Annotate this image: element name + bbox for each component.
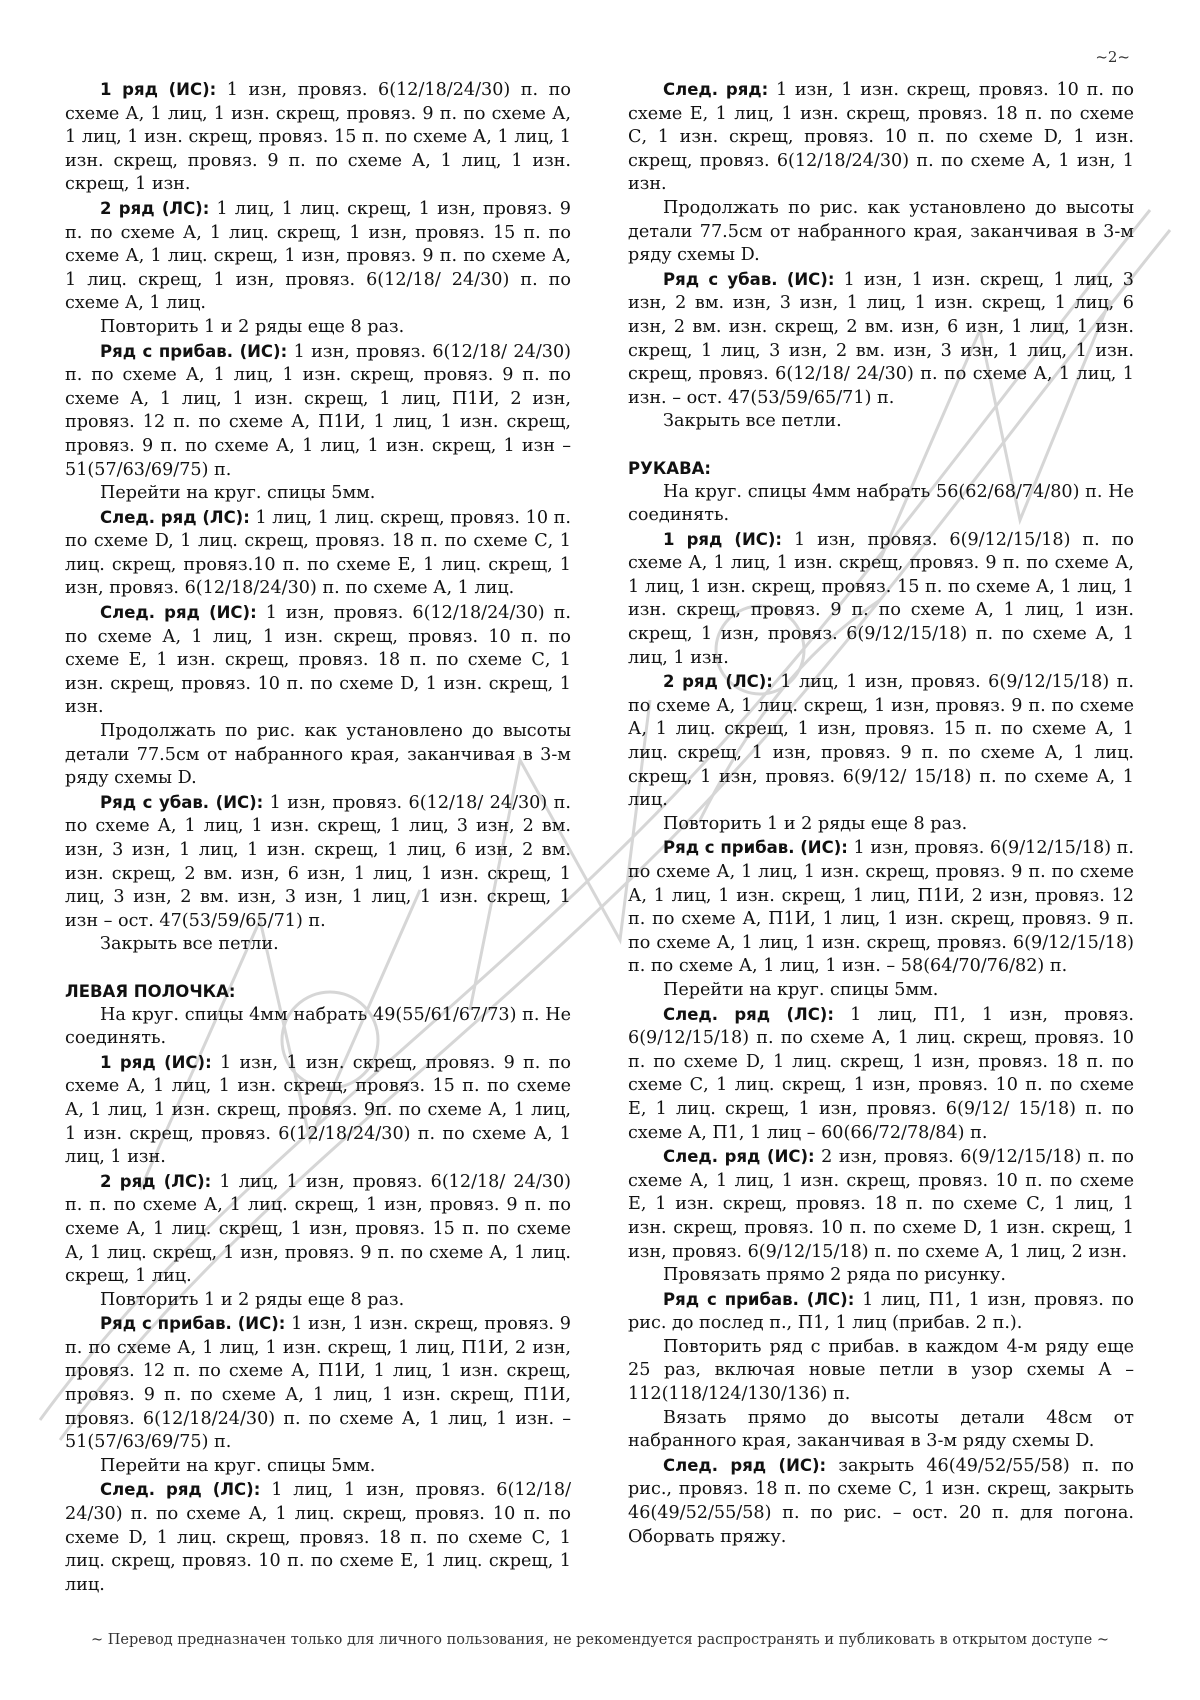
paragraph <box>65 1170 571 1289</box>
paragraph-text: Перейти на круг. спицы 5мм. <box>663 979 939 1000</box>
row-label: 1 ряд (ИС): <box>100 80 217 99</box>
row-label: Ряд с прибав. (ИС): <box>663 838 848 858</box>
paragraph-text: 1 изн, 1 изн. скрещ, провяз. 10 п. по схеме Е, 1 лиц, 1 изн. скрещ, провяз. 18 п. по схеме С, 1 изн. скрещ, провяз. 10 п. по схеме D, 1 изн. скрещ, провяз. 6(12/18/24/30) п. по схеме А, 1 изн, 1 изн. <box>628 80 1134 195</box>
paragraph <box>65 1289 571 1313</box>
paragraph-text: 1 изн, провяз. 6(12/18/24/30) п. по схеме А, 1 лиц, 1 изн. скрещ, провяз. 10 п. по схеме Е, 1 изн. скрещ, провяз. 18 п. по схеме С, 1 изн. скрещ, провяз. 10 п. по схеме D, 1 изн. скрещ, 1 изн. <box>65 603 571 718</box>
paragraph-text: 1 лиц, 1 изн, провяз. 6(12/18/ 24/30) п. по схеме А, 1 лиц. скрещ, провяз. 10 п. по схеме D, 1 лиц. скрещ, провяз. 18 п. по схеме С, 1 лиц. скрещ, провяз. 10 п. по схеме Е, 1 лиц. скрещ, 1 лиц. <box>65 1480 571 1595</box>
paragraph <box>65 1004 571 1051</box>
paragraph <box>65 1051 571 1170</box>
paragraph-text: На круг. спицы 4мм набрать 49(55/61/67/73) п. Не соединять. <box>65 1004 571 1049</box>
row-label: 2 ряд (ЛС): <box>100 1171 212 1191</box>
paragraph <box>65 1478 571 1597</box>
row-label: След. ряд (ИС): <box>663 1147 815 1167</box>
paragraph <box>628 813 1134 837</box>
row-label: Ряд с убав. (ИС): <box>663 269 835 289</box>
row-label: След. ряд (ЛС): <box>100 507 250 527</box>
paragraph <box>628 670 1134 813</box>
section-heading: ЛЕВАЯ ПОЛОЧКА: <box>65 981 236 1001</box>
paragraph-text: 1 лиц, 1 лиц. скрещ, 1 изн, провяз. 9 п. по схеме А, 1 лиц. скрещ, 1 изн, провяз. 15 п. по схеме А, 1 лиц. скрещ, 1 изн, провяз. 9 п. по схеме А, 1 лиц. скрещ, 1 изн, провяз. 6(12/18/ 24/30) п. по схеме А, 1 лиц. <box>65 198 571 314</box>
paragraph-text: 1 лиц, П1, 1 изн, провяз. по рис. до послед п., П1, 1 лиц (прибав. 2 п.). <box>628 1289 1134 1334</box>
paragraph-text: Повторить 1 и 2 ряды еще 8 раз. <box>663 813 968 834</box>
paragraph <box>65 791 571 934</box>
paragraph-text: Повторить 1 и 2 ряды еще 8 раз. <box>100 316 405 337</box>
page-number: ~2~ <box>1095 48 1130 66</box>
paragraph <box>628 1454 1134 1549</box>
paragraph-text: Закрыть все петли. <box>100 934 279 955</box>
row-label: След. ряд (ИС): <box>663 1455 827 1475</box>
paragraph-text: 1 лиц, 1 изн, провяз. 6(12/18/ 24/30) п. п. по схеме А, 1 лиц. скрещ, 1 изн, провяз. 9 п. по схеме А, 1 лиц. скрещ, 1 изн, провяз. 15 п. по схеме А, 1 лиц. скрещ, 1 изн, провяз. 9 п. по схеме А, 1 лиц. скрещ, 1 лиц. <box>65 1171 571 1287</box>
row-label: 1 ряд (ИС): <box>663 529 783 549</box>
row-label: 2 ряд (ЛС): <box>100 198 210 218</box>
paragraph-text: 1 изн, 1 изн. скрещ, провяз. 9 п. по схеме А, 1 лиц, 1 изн. скрещ, 1 лиц, П1И, 2 изн, провяз. 12 п. по схеме А, П1И, 1 лиц, 1 изн. скрещ, провяз. 9 п. по схеме А, 1 лиц, 1 изн. скрещ, П1И, провяз. 6(12/18/24/30) п. по схеме А, 1 лиц, 1 изн. – 51(57/63/69/75) п. <box>65 1314 571 1453</box>
paragraph-text: Провязать прямо 2 ряда по рисунку. <box>663 1265 1006 1286</box>
row-label: След. ряд: <box>663 80 769 99</box>
paragraph-text: 1 изн, 1 изн. скрещ, 1 лиц, 3 изн, 2 вм. изн, 3 изн, 1 лиц, 1 изн. скрещ, 1 лиц, 6 изн, 2 вм. изн. скрещ, 2 вм. изн, 6 изн, 1 лиц, 1 изн. скрещ, 1 лиц, 3 изн, 2 вм. изн, 3 изн, 1 лиц, 1 изн. скрещ, провяз. 6(12/18/ 24/30) п. по схеме А, 1 лиц, 1 изн. – ост. 47(53/59/65/71) п. <box>628 269 1134 408</box>
paragraph <box>65 482 571 506</box>
paragraph <box>628 528 1134 671</box>
paragraph-text: Перейти на круг. спицы 5мм. <box>100 483 376 504</box>
row-label: След. ряд (ЛС): <box>100 1480 261 1500</box>
paragraph-text: Продолжать по рис. как установлено до высоты детали 77.5см от набранного края, заканчивая в 3-м ряду схемы D. <box>65 721 571 789</box>
section-heading: РУКАВА: <box>628 458 712 478</box>
paragraph-text: 1 лиц, 1 лиц. скрещ, провяз. 10 п. по схеме D, 1 лиц. скрещ, провяз. 18 п. по схеме С, 1 лиц. скрещ, провяз.10 п. по схеме Е, 1 лиц. скрещ, 1 изн, провяз. 6(12/18/24/30) п. по схеме А, 1 лиц. <box>65 507 571 599</box>
paragraph-text: Продолжать по рис. как установлено до высоты детали 77.5см от набранного края, заканчивая в 3-м ряду схемы D. <box>628 197 1134 266</box>
paragraph <box>65 601 571 720</box>
paragraph-text: 1 изн, провяз. 6(12/18/24/30) п. по схеме А, 1 лиц, 1 изн. скрещ, провяз. 9 п. по схеме А, 1 лиц, 1 изн. скрещ, провяз. 15 п. по схеме А, 1 лиц, 1 изн. скрещ, провяз. 9 п. по схеме А, 1 лиц, 1 изн. скрещ, 1 изн. <box>65 80 571 195</box>
row-label: Ряд с прибав. (ИС): <box>100 341 288 361</box>
paragraph-text: Повторить 1 и 2 ряды еще 8 раз. <box>100 1289 405 1310</box>
row-label: Ряд с убав. (ИС): <box>100 792 264 812</box>
row-label: Ряд с прибав. (ИС): <box>100 1314 286 1334</box>
row-label: 2 ряд (ЛС): <box>663 672 773 692</box>
paragraph <box>628 1336 1134 1407</box>
row-label: След. ряд (ЛС): <box>663 1004 834 1024</box>
paragraph <box>65 340 571 483</box>
paragraph-text: Закрыть все петли. <box>663 411 842 432</box>
paragraph-text: Повторить ряд с прибав. в каждом 4-м ряду еще 25 раз, включая новые петли в узор схемы А – 112(118/124/130/136) п. <box>628 1336 1134 1405</box>
paragraph-text: 1 лиц, П1, 1 изн, провяз. 6(9/12/15/18) п. по схеме А, 1 лиц. скрещ, провяз. 10 п. по схеме D, 1 лиц. скрещ, 1 изн, провяз. 18 п. по схеме С, 1 лиц. скрещ, 1 изн, провяз. 10 п. по схеме Е, 1 лиц. скрещ, 1 изн, провяз. 6(9/12/ 15/18) п. по схеме А, П1, 1 лиц – 60(66/72/78/84) п. <box>628 1004 1134 1143</box>
paragraph <box>628 836 1134 979</box>
paragraph <box>628 481 1134 528</box>
paragraph <box>65 78 571 197</box>
paragraph-text: 1 изн, провяз. 6(9/12/15/18) п. по схеме А, 1 лиц, 1 изн. скрещ, провяз. 9 п. по схеме А, 1 лиц, 1 изн. скрещ, 1 лиц, П1И, 2 изн, провяз. 12 п. по схеме А, П1И, 1 лиц, 1 изн. скрещ, провяз. 9 п. по схеме А, 1 лиц, 1 изн. скрещ, провяз. 6(9/12/15/18) п. по схеме А, 1 лиц, 1 изн. – 58(64/70/76/82) п. <box>628 838 1135 977</box>
paragraph <box>65 1455 571 1479</box>
paragraph <box>628 410 1134 434</box>
paragraph <box>628 1288 1134 1336</box>
paragraph-text: закрыть 46(49/52/55/58) п. по рис., провяз. 18 п. по схеме С, 1 изн. скрещ, закрыть 46(49/52/55/58) п. по рис. – ост. 20 п. для погона. Оборвать пряжу. <box>628 1455 1134 1547</box>
right-column <box>628 78 1134 1549</box>
paragraph-text: 1 изн, провяз. 6(9/12/15/18) п. по схеме А, 1 лиц, 1 изн. скрещ, провяз. 9 п. по схеме А, 1 лиц, 1 изн. скрещ, провяз. 15 п. по схеме А, 1 лиц, 1 изн. скрещ, провяз. 9 п. по схеме А, 1 лиц, 1 изн. скрещ, 1 изн, провяз. 6(9/12/15/18) п. по схеме А, 1 лиц, 1 изн. <box>628 529 1134 668</box>
footer-disclaimer: ~ Перевод предназначен только для личного пользования, не рекомендуется распространять и публиковать в открытом доступе ~ <box>91 1632 1109 1648</box>
paragraph-text: 2 изн, провяз. 6(9/12/15/18) п. по схеме А, 1 лиц, 1 изн. скрещ, провяз. 10 п. по схеме Е, 1 изн. скрещ, провяз. 18 п. по схеме С, 1 лиц, 1 изн. скрещ, провяз. 10 п. по схеме D, 1 изн. скрещ, 1 изн, провяз. 6(9/12/15/18) п. по схеме А, 1 лиц, 2 изн. <box>628 1147 1134 1262</box>
paragraph-text: 1 лиц, 1 изн, провяз. 6(9/12/15/18) п. по схеме А, 1 лиц. скрещ, 1 изн, провяз. 9 п. по схеме А, 1 лиц. скрещ, 1 изн, провяз. 15 п. по схеме А, 1 лиц. скрещ, 1 изн, провяз. 9 п. по схеме А, 1 лиц. скрещ, 1 изн, провяз. 6(9/12/ 15/18) п. по схеме А, 1 лиц. <box>628 672 1134 811</box>
paragraph <box>628 1003 1134 1146</box>
paragraph <box>65 506 571 601</box>
paragraph <box>628 1264 1134 1288</box>
paragraph-text: 1 изн, провяз. 6(12/18/ 24/30) п. по схеме А, 1 лиц, 1 изн. скрещ, 1 лиц, 3 изн, 2 вм. изн, 3 изн, 1 лиц, 1 изн. скрещ, 1 лиц, 6 изн, 2 вм. изн. скрещ, 2 вм. изн, 6 изн, 1 лиц, 1 изн. скрещ, 1 лиц, 3 изн, 2 вм. изн, 3 изн, 1 лиц, 1 изн. скрещ, 1 изн – ост. 47(53/59/65/71) п. <box>65 792 571 931</box>
paragraph <box>65 1312 571 1455</box>
paragraph <box>628 979 1134 1003</box>
row-label: Ряд с прибав. (ЛС): <box>663 1289 855 1309</box>
paragraph <box>628 197 1134 268</box>
paragraph <box>628 1407 1134 1454</box>
paragraph <box>65 197 571 316</box>
paragraph-text: Вязать прямо до высоты детали 48см от набранного края, заканчивая в 3-м ряду схемы D. <box>628 1407 1134 1452</box>
paragraph-text: Перейти на круг. спицы 5мм. <box>100 1455 376 1476</box>
paragraph <box>628 1145 1134 1264</box>
paragraph <box>65 720 571 791</box>
row-label: След. ряд (ИС): <box>100 603 257 623</box>
paragraph <box>65 933 571 957</box>
paragraph <box>628 268 1134 411</box>
paragraph <box>65 316 571 340</box>
left-column <box>65 78 571 1597</box>
paragraph-text: 1 изн, 1 изн. скрещ, провяз. 9 п. по схеме А, 1 лиц, 1 изн. скрещ, провяз. 15 п. по схеме А, 1 лиц, 1 изн. скрещ, провяз. 9п. по схеме А, 1 лиц, 1 изн. скрещ, провяз. 6(12/18/24/30) п. по схеме А, 1 лиц, 1 изн. <box>65 1052 571 1168</box>
paragraph <box>628 78 1134 197</box>
paragraph-text: На круг. спицы 4мм набрать 56(62/68/74/80) п. Не соединять. <box>628 481 1134 526</box>
paragraph-text: 1 изн, провяз. 6(12/18/ 24/30) п. по схеме А, 1 лиц, 1 изн. скрещ, провяз. 9 п. по схеме А, 1 лиц, 1 изн. скрещ, 1 лиц, П1И, 2 изн, провяз. 12 п. по схеме А, П1И, 1 лиц, 1 изн. скрещ, провяз. 9 п. по схеме А, 1 лиц, 1 изн. скрещ, 1 изн – 51(57/63/69/75) п. <box>65 341 572 480</box>
row-label: 1 ряд (ИС): <box>100 1052 212 1072</box>
